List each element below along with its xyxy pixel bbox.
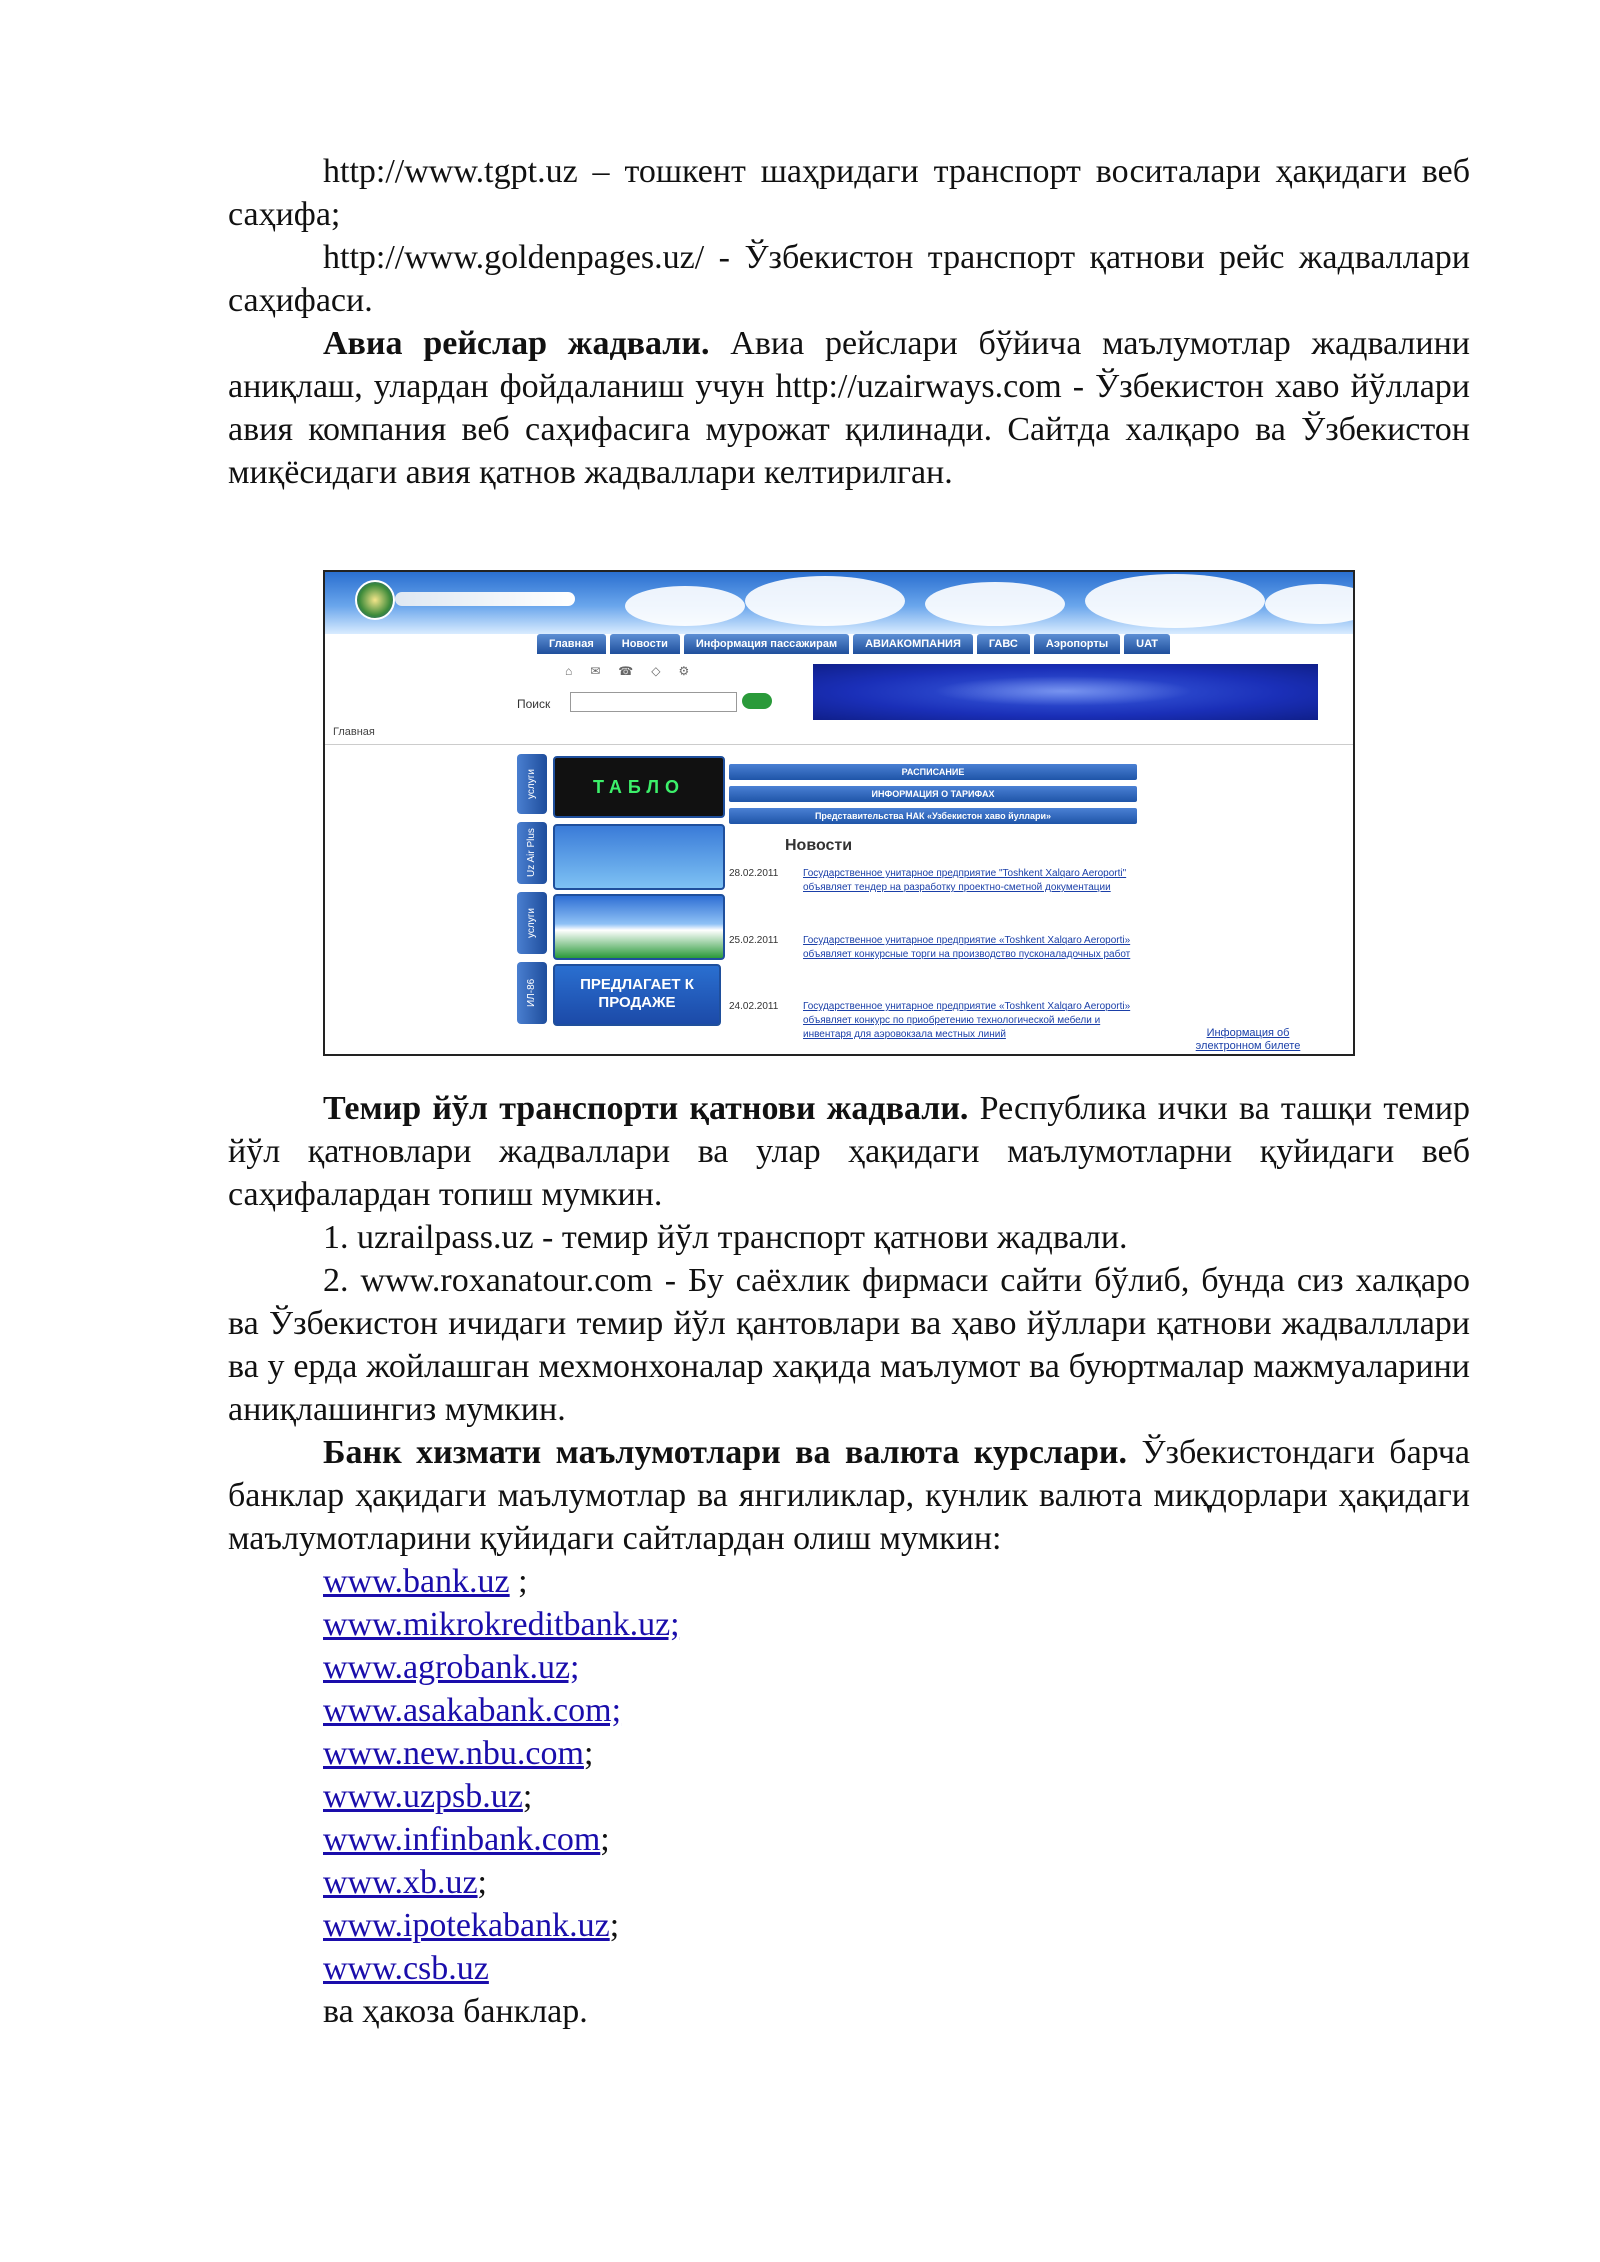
fig-bar-tariffs: ИНФОРМАЦИЯ О ТАРИФАХ [729, 786, 1137, 802]
bank-link[interactable]: www.xb.uz [323, 1864, 478, 1901]
paragraph-goldenpages: http://www.goldenpages.uz/ - Ўзбекистон транспорт қатнови рейс жадваллари саҳифаси. [228, 239, 1470, 319]
paragraph-avia-body: Авиа рейслари бўйича маълумотлар жадвалини аниқлаш, улардан фойдаланиш учун http://uzairways.com - Ўзбекистон хаво йўллари авия компания веб саҳифасига мурожат қилинади. Сайтда халқаро ва Ўзбекистон миқёсидаги авия қатнов жадваллари келтирилган. [228, 325, 1470, 491]
bank-link[interactable]: www.asakabank.com; [323, 1692, 622, 1729]
fig-sale-banner: ПРЕДЛАГАЕТ К ПРОДАЖЕ [553, 964, 721, 1026]
fig-nav-item: Информация пассажирам [684, 634, 849, 654]
bank-link-list [228, 1560, 1470, 1990]
fig-news-text: Государственное унитарное предприятие "Toshkent Xalqaro Aeroporti" объявляет тендер на разработку проектно-сметной документации [803, 868, 1127, 893]
text-top [228, 150, 1470, 494]
paragraph-uzrailpass: 1. uzrailpass.uz - темир йўл транспорт қатнови жадвали. [323, 1219, 1128, 1256]
fig-breadcrumb: Главная [333, 726, 375, 738]
fig-news-date: 28.02.2011 [729, 868, 779, 879]
fig-toolbar-icons: ⌂✉☎◇⚙ [565, 664, 708, 678]
fig-nav-item: АВИАКОМПАНИЯ [853, 634, 973, 654]
bank-link[interactable]: www.csb.uz [323, 1950, 489, 1987]
fig-bar-offices: Представительства НАК «Узбекистон хаво йуллари» [729, 808, 1137, 824]
fig-side-tab: услуги [517, 892, 547, 954]
list-item [323, 1775, 1470, 1818]
uzairways-screenshot [323, 570, 1355, 1056]
fig-news-text: Государственное унитарное предприятие «Toshkent Xalqaro Aeroporti» объявляет конкурс по приобретению технологической мебели и инвентаря для аэровокзала местных линий [803, 1001, 1131, 1040]
airplane-icon [395, 592, 575, 606]
list-item [323, 1732, 1470, 1775]
link-separator: ; [583, 1735, 594, 1772]
bank-link[interactable]: www.new.nbu.com [323, 1735, 584, 1772]
fig-world-map [813, 664, 1318, 720]
list-item [323, 1560, 1470, 1603]
paragraph-bank-body: Ўзбекистондаги барча банклар ҳақидаги маълумотлар ва янгиликлар, кунлик валюта миқдорлари ҳақидаги маълумотларини қуйидаги сайтлардан олиш мумкин: [228, 1434, 1471, 1557]
text-bottom [228, 1087, 1470, 2033]
fig-news-date: 24.02.2011 [729, 1001, 779, 1012]
list-item [323, 1947, 1470, 1990]
paragraph-bank [228, 1431, 1470, 1560]
fig-news-date: 25.02.2011 [729, 935, 779, 946]
fig-bar-schedule: РАСПИСАНИЕ [729, 764, 1137, 780]
bank-link[interactable]: www.bank.uz [323, 1563, 510, 1600]
link-separator: ; [522, 1778, 533, 1815]
paragraph-tgpt: http://www.tgpt.uz – тошкент шаҳридаги транспорт воситалари ҳақидаги веб саҳифа; [228, 153, 1470, 233]
paragraph-roxanatour: 2. www.roxanatour.com - Бу саёхлик фирмаси сайти бўлиб, бунда сиз халқаро ва Ўзбекистон ичидаги темир йўл қантовлари ва ҳаво йўллари қатнови жадвалллари ва у ерда жойлашган мехмонхоналар хақида маълумот ва буюртмалар мажмуаларини аниқлашингиз мумкин. [228, 1262, 1470, 1428]
paragraph-tail: ва ҳакоза банклар. [323, 1993, 588, 2030]
fig-search-input [570, 692, 737, 712]
list-item [323, 1689, 1470, 1732]
fig-nav-item: Аэропорты [1034, 634, 1120, 654]
list-item [323, 1818, 1470, 1861]
fig-nav-menu [537, 634, 1170, 656]
fig-search-label: Поиск [517, 697, 551, 711]
fig-cards-banner [553, 824, 725, 890]
fig-search-icon [742, 693, 772, 709]
paragraph-rail-body: Республика ички ва ташқи темир йўл қатновлари жадваллари ва улар ҳақидаги маълумотларни қуйидаги веб саҳифалардан топиш мумкин. [228, 1090, 1470, 1213]
link-separator: ; [600, 1821, 610, 1858]
paragraph-rail [228, 1087, 1470, 1216]
bank-link[interactable]: www.mikrokreditbank.uz; [323, 1606, 680, 1643]
bank-link[interactable]: www.infinbank.com [323, 1821, 601, 1858]
bank-link[interactable]: www.ipotekabank.uz [323, 1907, 610, 1944]
fig-side-tab: ИЛ-86 [517, 962, 547, 1024]
link-separator: ; [477, 1864, 487, 1901]
fig-header-sky [325, 572, 1353, 634]
fig-tablo-banner: ТАБЛО [553, 756, 725, 818]
list-item [323, 1861, 1470, 1904]
paragraph-avia [228, 322, 1470, 494]
fig-flag-banner [553, 894, 725, 960]
bank-link[interactable]: www.agrobank.uz; [323, 1649, 580, 1686]
bank-link[interactable]: www.uzpsb.uz [323, 1778, 523, 1815]
list-item [323, 1904, 1470, 1947]
fig-side-tab: услуги [517, 754, 547, 814]
heading-avia: Авиа рейслар жадвали. [323, 325, 710, 362]
heading-rail: Темир йўл транспорти қатнови жадвали. [323, 1090, 969, 1127]
list-item [323, 1646, 1470, 1689]
heading-bank: Банк хизмати маълумотлари ва валюта курслари. [323, 1434, 1127, 1471]
fig-nav-item: Главная [537, 634, 606, 654]
fig-nav-item: UAT [1124, 634, 1170, 654]
fig-divider [325, 744, 1353, 745]
fig-news-text: Государственное унитарное предприятие «Toshkent Xalqaro Aeroporti» объявляет конкурсные торги на производство пусконаладочных работ [803, 935, 1131, 960]
fig-nav-item: Новости [610, 634, 680, 654]
fig-nav-item: ГАВС [977, 634, 1030, 654]
fig-eticket-link: Информация об электронном билете [1195, 1027, 1301, 1052]
list-item [323, 1603, 1470, 1646]
link-separator: ; [509, 1563, 528, 1600]
emblem-icon [355, 580, 395, 620]
fig-side-tab: Uz Air Plus [517, 822, 547, 884]
fig-news-title: Новости [785, 837, 853, 854]
link-separator: ; [609, 1907, 620, 1944]
